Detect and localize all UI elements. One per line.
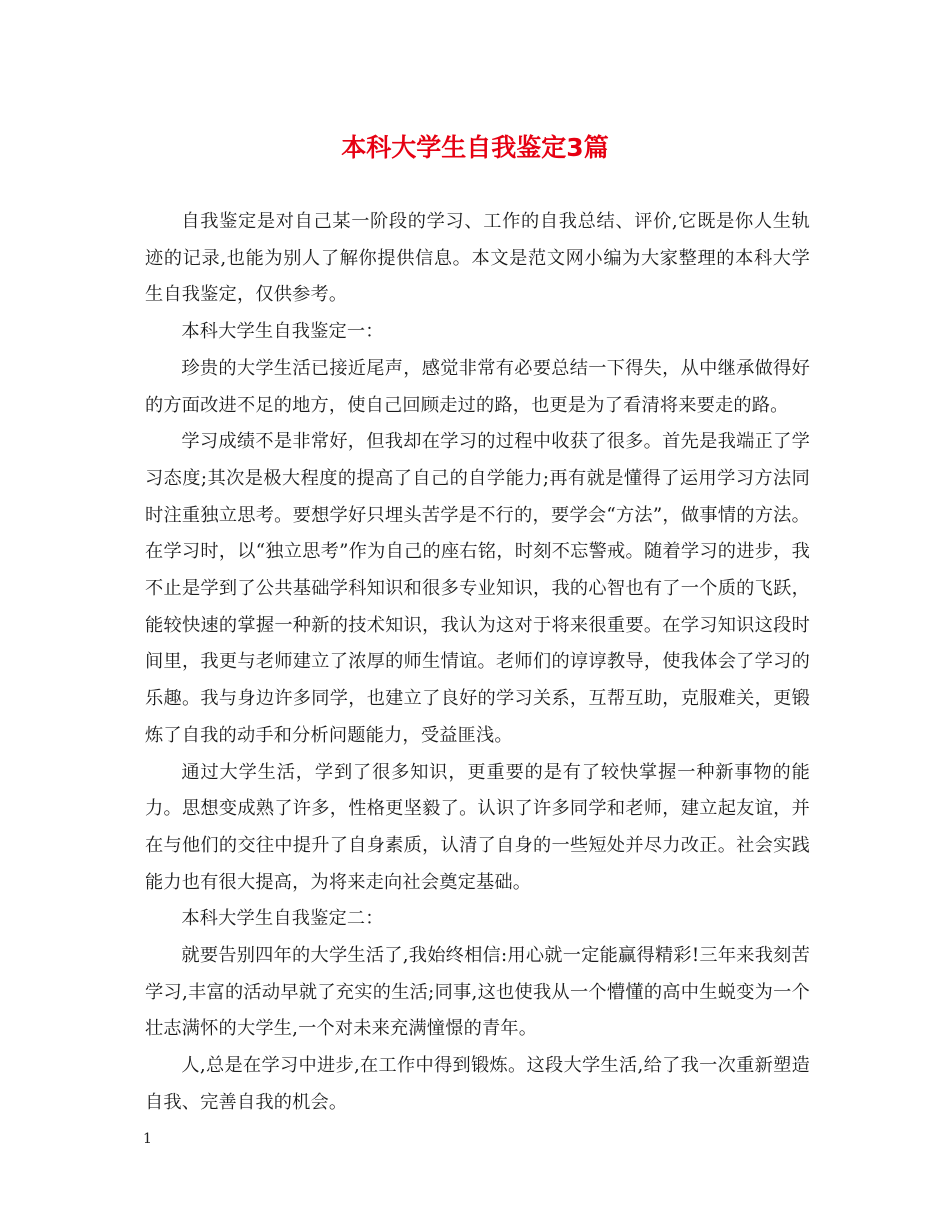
- body-paragraph: 珍贵的大学生活已接近尾声，感觉非常有必要总结一下得失，从中继承做得好的方面改进不足的地方，使自己回顾走过的路，也更是为了看清将来要走的路。: [145, 357, 810, 416]
- body-paragraph: 通过大学生活，学到了很多知识，更重要的是有了较快掌握一种新事物的能力。思想变成熟了许多，性格更坚毅了。认识了许多同学和老师，建立起友谊，并在与他们的交往中提升了自身素质，认清了自身的一些短处并尽力改正。社会实践能力也有很大提高，为将来走向社会奠定基础。: [145, 761, 810, 893]
- body-paragraph: 就要告别四年的大学生活了,我始终相信:用心就一定能赢得精彩!三年来我刻苦学习,丰富的活动早就了充实的生活;同事,这也使我从一个懵懂的高中生蜕变为一个壮志满怀的大学生,一个对未来充满憧憬的青年。: [145, 945, 810, 1040]
- body-paragraph: 学习成绩不是非常好，但我却在学习的过程中收获了很多。首先是我端正了学习态度;其次是极大程度的提高了自己的自学能力;再有就是懂得了运用学习方法同时注重独立思考。要想学好只埋头苦学是不行的，要学会“方法”，做事情的方法。在学习时，以“独立思考”作为自己的座右铭，时刻不忘警戒。随着学习的进步，我不止是学到了公共基础学科知识和很多专业知识，我的心智也有了一个质的飞跃，能较快速的掌握一种新的技术知识，我认为这对于将来很重要。在学习知识这段时间里，我更与老师建立了浓厚的师生情谊。老师们的谆谆教导，使我体会了学习的乐趣。我与身边许多同学，也建立了良好的学习关系，互帮互助，克服难关，更锻炼了自我的动手和分析问题能力，受益匪浅。: [145, 431, 810, 746]
- section-heading-two: 本科大学生自我鉴定二：: [181, 908, 384, 930]
- page-number: 1: [143, 1131, 152, 1147]
- document-body: [145, 204, 810, 1122]
- section-heading-one: 本科大学生自我鉴定一：: [181, 321, 384, 343]
- document-title: 本科大学生自我鉴定3篇: [341, 133, 609, 162]
- body-paragraph: 人,总是在学习中进步,在工作中得到锻炼。这段大学生活,给了我一次重新塑造自我、完善自我的机会。: [145, 1055, 810, 1113]
- intro-paragraph: 自我鉴定是对自己某一阶段的学习、工作的自我总结、评价,它既是你人生轨迹的记录,也能为别人了解你提供信息。本文是范文网小编为大家整理的本科大学生自我鉴定，仅供参考。: [145, 211, 810, 306]
